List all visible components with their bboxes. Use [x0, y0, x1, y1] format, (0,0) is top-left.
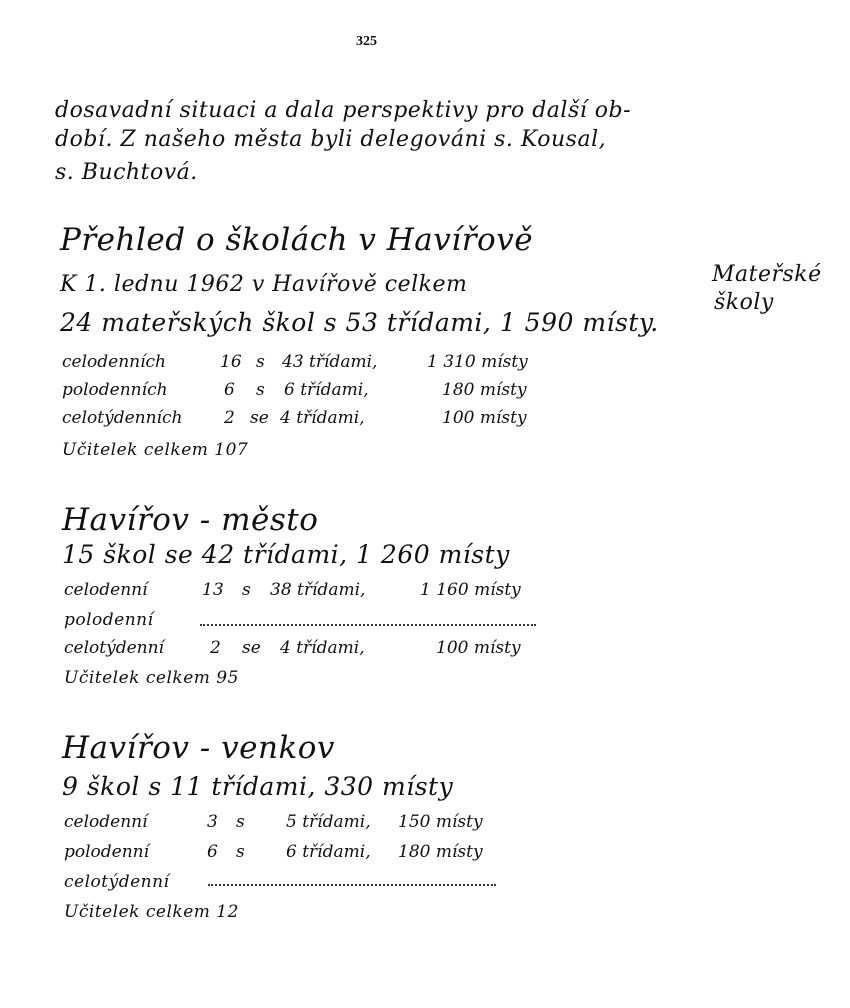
venkov-summary: 9 škol s 11 třídami, 330 místy: [62, 772, 454, 801]
row-type: polodenní: [64, 842, 150, 862]
row-count: 16: [220, 352, 242, 372]
row-prep: s: [256, 352, 265, 372]
row-classes: 6 třídami,: [284, 380, 369, 400]
mesto-row-celotydenni: [64, 638, 564, 660]
row-places: 180 místy: [398, 842, 483, 862]
mesto-row-celodenni: [64, 580, 564, 602]
row-count: 2: [210, 638, 221, 658]
page-number: 325: [356, 34, 377, 49]
row-count: 6: [224, 380, 235, 400]
row-prep: se: [250, 408, 269, 428]
row-places: 1 310 místy: [427, 352, 528, 372]
row-prep: se: [242, 638, 261, 658]
row-classes: 5 třídami,: [286, 812, 371, 832]
mesto-heading: Havířov - město: [62, 502, 319, 538]
row-classes: 43 třídami,: [282, 352, 378, 372]
venkov-row-polodenni: [64, 842, 564, 864]
overview-row-polodenni: [62, 380, 562, 402]
intro-line-3: s. Buchtová.: [55, 160, 198, 185]
row-prep: s: [236, 842, 245, 862]
row-places: 100 místy: [436, 638, 521, 658]
row-type: polodenních: [62, 380, 168, 400]
mesto-summary: 15 škol se 42 třídami, 1 260 místy: [62, 540, 510, 569]
row-places: 150 místy: [398, 812, 483, 832]
venkov-row-celodenni: [64, 812, 564, 834]
row-type: celotýdenních: [62, 408, 183, 428]
margin-note-line-2: školy: [714, 290, 774, 315]
venkov-celotydenni-dotted-line: [208, 884, 496, 886]
venkov-heading: Havířov - venkov: [62, 730, 335, 766]
row-type: celodenních: [62, 352, 167, 372]
row-type: celodenní: [64, 812, 148, 832]
venkov-teachers: Učitelek celkem 12: [64, 902, 239, 922]
row-count: 6: [207, 842, 218, 862]
intro-line-2: dobí. Z našeho města byli delegováni s. Kousal,: [55, 127, 607, 152]
intro-line-1: dosavadní situaci a dala perspektivy pro další ob-: [55, 98, 632, 123]
row-count: 3: [207, 812, 218, 832]
overview-teachers: Učitelek celkem 107: [62, 440, 249, 460]
row-prep: s: [242, 580, 251, 600]
overview-date-line: K 1. lednu 1962 v Havířově celkem: [60, 272, 468, 297]
overview-row-celodenni: [62, 352, 562, 374]
margin-note-line-1: Mateřské: [712, 262, 822, 287]
venkov-row-celotydenni-label: celotýdenní: [64, 872, 170, 892]
row-places: 180 místy: [442, 380, 527, 400]
row-prep: s: [256, 380, 265, 400]
row-type: celodenní: [64, 580, 148, 600]
overview-row-celotydenni: [62, 408, 562, 430]
row-places: 1 160 místy: [420, 580, 521, 600]
row-classes: 4 třídami,: [280, 408, 365, 428]
row-count: 13: [202, 580, 224, 600]
row-type: celotýdenní: [64, 638, 164, 658]
row-count: 2: [224, 408, 235, 428]
mesto-polodenni-dotted-line: [200, 624, 536, 626]
overview-summary: 24 mateřských škol s 53 třídami, 1 590 místy.: [60, 308, 659, 337]
section-heading: Přehled o školách v Havířově: [60, 222, 534, 258]
row-prep: s: [236, 812, 245, 832]
row-classes: 38 třídami,: [270, 580, 366, 600]
row-places: 100 místy: [442, 408, 527, 428]
row-classes: 6 třídami,: [286, 842, 371, 862]
mesto-teachers: Učitelek celkem 95: [64, 668, 239, 688]
row-classes: 4 třídami,: [280, 638, 365, 658]
mesto-row-polodenni-label: polodenní: [64, 610, 154, 630]
